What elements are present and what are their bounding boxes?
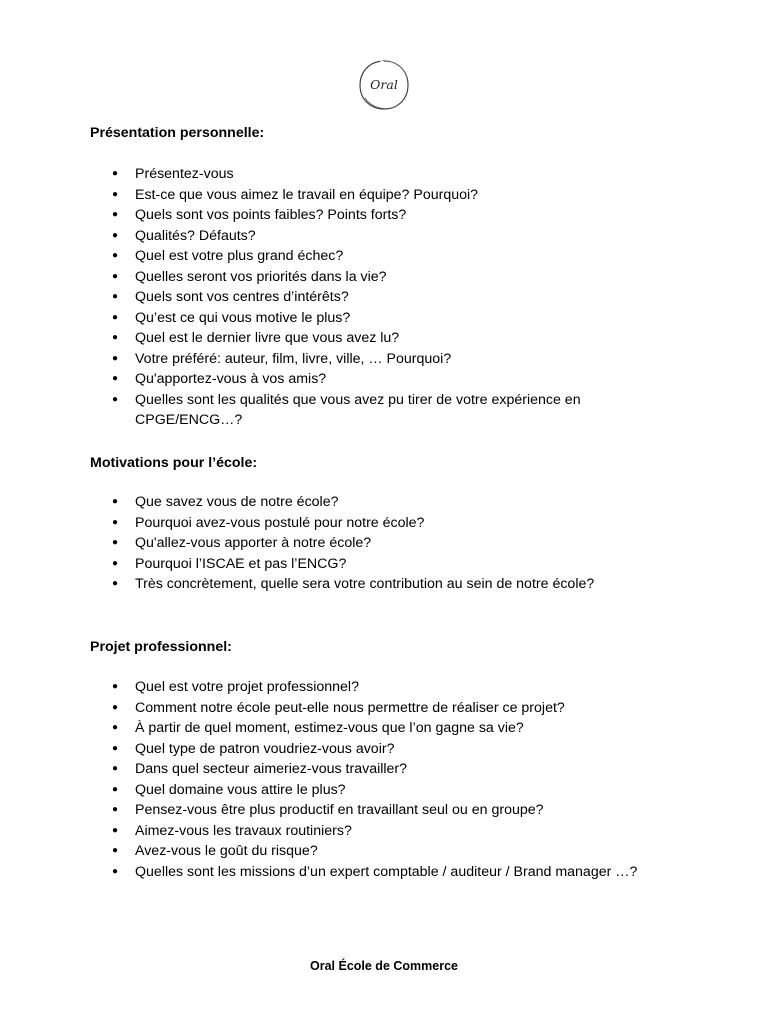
list-item: ● Qu'apportez-vous à vos amis?: [90, 369, 690, 390]
list-item: ● Est-ce que vous aimez le travail en équipe? Pourquoi?: [90, 185, 690, 206]
list-item: ● Dans quel secteur aimeriez-vous travailler?: [90, 759, 690, 780]
section-heading-projet: Projet professionnel:: [90, 639, 232, 655]
question-list-presentation: [90, 164, 690, 431]
question-list-motivations: [90, 492, 690, 595]
list-item: ● Présentez-vous: [90, 164, 690, 185]
list-item: ● Qu'allez-vous apporter à notre école?: [90, 533, 690, 554]
list-item: ● Quelles sont les qualités que vous avez pu tirer de votre expérience en CPGE/ENCG…?: [90, 390, 615, 431]
list-item: ● Quelles sont les missions d’un expert comptable / auditeur / Brand manager …?: [90, 862, 690, 883]
list-item: ● Quelles seront vos priorités dans la vie?: [90, 267, 690, 288]
list-item: ● Très concrètement, quelle sera votre contribution au sein de notre école?: [90, 574, 690, 595]
list-item: ● Quels sont vos centres d’intérêts?: [90, 287, 690, 308]
list-item: ● Pourquoi l’ISCAE et pas l’ENCG?: [90, 554, 690, 575]
list-item: ● Que savez vous de notre école?: [90, 492, 690, 513]
logo-circle-icon: [357, 58, 411, 112]
list-item: ● Quel est votre projet professionnel?: [90, 677, 690, 698]
list-item: ● Comment notre école peut-elle nous permettre de réaliser ce projet?: [90, 698, 690, 719]
section-heading-presentation: Présentation personnelle:: [90, 125, 265, 141]
list-item: ● Quel domaine vous attire le plus?: [90, 780, 690, 801]
list-item: ● Votre préféré: auteur, film, livre, ville, … Pourquoi?: [90, 349, 690, 370]
list-item: ● Pourquoi avez-vous postulé pour notre école?: [90, 513, 690, 534]
logo-text: Oral: [370, 77, 398, 92]
page-footer: Oral École de Commerce: [310, 959, 458, 973]
oral-logo: [357, 58, 411, 112]
list-item: ● Pensez-vous être plus productif en travaillant seul ou en groupe?: [90, 800, 690, 821]
list-item: ● Qu’est ce qui vous motive le plus?: [90, 308, 690, 329]
list-item: ● À partir de quel moment, estimez-vous que l’on gagne sa vie?: [90, 718, 690, 739]
list-item: ● Quel est votre plus grand échec?: [90, 246, 690, 267]
list-item: ● Quel est le dernier livre que vous avez lu?: [90, 328, 690, 349]
list-item: ● Quel type de patron voudriez-vous avoir?: [90, 739, 690, 760]
list-item: ● Quels sont vos points faibles? Points forts?: [90, 205, 690, 226]
list-item: ● Avez-vous le goût du risque?: [90, 841, 690, 862]
list-item: ● Qualités? Défauts?: [90, 226, 690, 247]
section-heading-motivations: Motivations pour l’école:: [90, 455, 258, 471]
question-list-projet: [90, 677, 690, 882]
list-item: ● Aimez-vous les travaux routiniers?: [90, 821, 690, 842]
